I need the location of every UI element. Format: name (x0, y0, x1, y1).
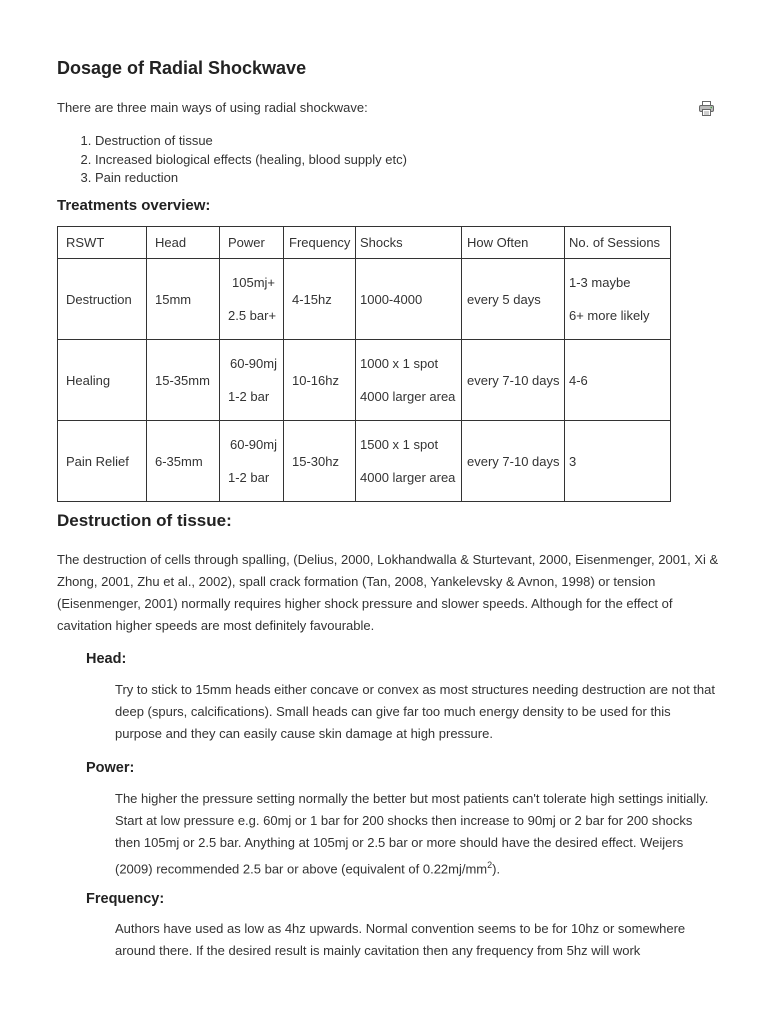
power-pressure: 2.5 bar+ (228, 308, 277, 323)
head-paragraph: Try to stick to 15mm heads either concave or convex as most structures needing destruction are not that deep (spurs, calcifications). Small heads can give far too much energy density to be used for this purpose and they can easily cause skin damage at high pressure. (115, 682, 715, 741)
cell-power (220, 259, 284, 340)
shocks-line: 1000 x 1 spot (360, 356, 439, 371)
cell-head: 6-35mm (147, 421, 220, 502)
cell-frequency: 15-30hz (284, 421, 356, 502)
table-row (58, 340, 671, 421)
cell-rswt: Destruction (58, 259, 147, 340)
list-item: 1. Destruction of tissue (95, 132, 407, 151)
shocks-line: 4000 larger area (360, 470, 456, 485)
table-row (58, 421, 671, 502)
list-item: 3. Pain reduction (95, 169, 407, 188)
cell-head: 15mm (147, 259, 220, 340)
subheading-power: Power: (86, 760, 135, 776)
power-energy: 60-90mj (230, 437, 277, 452)
cell-power (220, 421, 284, 502)
ways-list (57, 132, 407, 188)
power-energy: 105mj+ (232, 275, 275, 290)
power-text-end: ). (492, 861, 501, 877)
cell-how-often: every 7-10 days (462, 421, 565, 502)
column-header: Frequency (284, 227, 356, 259)
subheading-frequency: Frequency: (86, 891, 165, 907)
dosage-table (57, 226, 671, 502)
cell-shocks (356, 340, 462, 421)
column-header: RSWT (58, 227, 147, 259)
cell-power (220, 340, 284, 421)
sessions-line: 6+ more likely (569, 308, 650, 323)
column-header: No. of Sessions (565, 227, 671, 259)
superscript: 2 (487, 860, 493, 870)
subheading-head: Head: (86, 651, 127, 667)
power-pressure: 1-2 bar (228, 470, 270, 485)
cell-frequency: 4-15hz (284, 259, 356, 340)
table-row (58, 259, 671, 340)
column-header: Power (220, 227, 284, 259)
section-heading-destruction: Destruction of tissue: (57, 511, 232, 530)
cell-how-often: every 5 days (462, 259, 565, 340)
printer-icon[interactable] (699, 101, 714, 116)
column-header: How Often (462, 227, 565, 259)
power-text: The higher the pressure setting normally the better but most patients can't tolerate high settings initially. Start at low pressure e.g. 60mj or 1 bar for 200 shocks then increase to 90mj or 2 bar for 200 shocks then 105mj or 2.5 bar. Anything at 105mj or 2.5 bar or more should have the desired effect. Weijers (2009) recommended 2.5 bar or above (equivalent of 0.22mj/mm (115, 791, 709, 877)
cell-shocks (356, 421, 462, 502)
power-energy: 60-90mj (230, 356, 277, 371)
list-item: 2. Increased biological effects (healing, blood supply etc) (95, 151, 407, 170)
cell-frequency: 10-16hz (284, 340, 356, 421)
cell-rswt: Pain Relief (58, 421, 147, 502)
cell-head: 15-35mm (147, 340, 220, 421)
cell-sessions (565, 259, 671, 340)
shocks-line: 1500 x 1 spot (360, 437, 439, 452)
overview-heading: Treatments overview: (57, 197, 211, 214)
frequency-paragraph: Authors have used as low as 4hz upwards. Normal convention seems to be for 10hz or somewhere around there. If the desired result is mainly cavitation then any frequency from 5hz will work (115, 921, 686, 958)
intro-text: There are three main ways of using radial shockwave: (57, 100, 368, 115)
column-header: Head (147, 227, 220, 259)
cell-rswt: Healing (58, 340, 147, 421)
power-pressure: 1-2 bar (228, 389, 270, 404)
cell-shocks: 1000-4000 (356, 259, 462, 340)
page-title: Dosage of Radial Shockwave (57, 58, 307, 78)
cell-sessions: 3 (565, 421, 671, 502)
column-header: Shocks (356, 227, 462, 259)
cell-how-often: every 7-10 days (462, 340, 565, 421)
power-paragraph (115, 788, 715, 880)
sessions-line: 1-3 maybe (569, 275, 631, 290)
table-header-row (58, 227, 671, 259)
shocks-line: 4000 larger area (360, 389, 456, 404)
destruction-paragraph: The destruction of cells through spalling, (Delius, 2000, Lokhandwalla & Sturtevant, 2000, Eisenmenger, 2001, Xi & Zhong, 2001, Zhu et al., 2002), spall crack formation (Tan, 2008, Yankelevsky & Avnon, 1998) or tension (Eisenmenger, 2001) normally requires higher shock pressure and slower speeds. Although for the effect of cavitation higher speeds are most definitely favourable. (57, 552, 719, 633)
cell-sessions: 4-6 (565, 340, 671, 421)
